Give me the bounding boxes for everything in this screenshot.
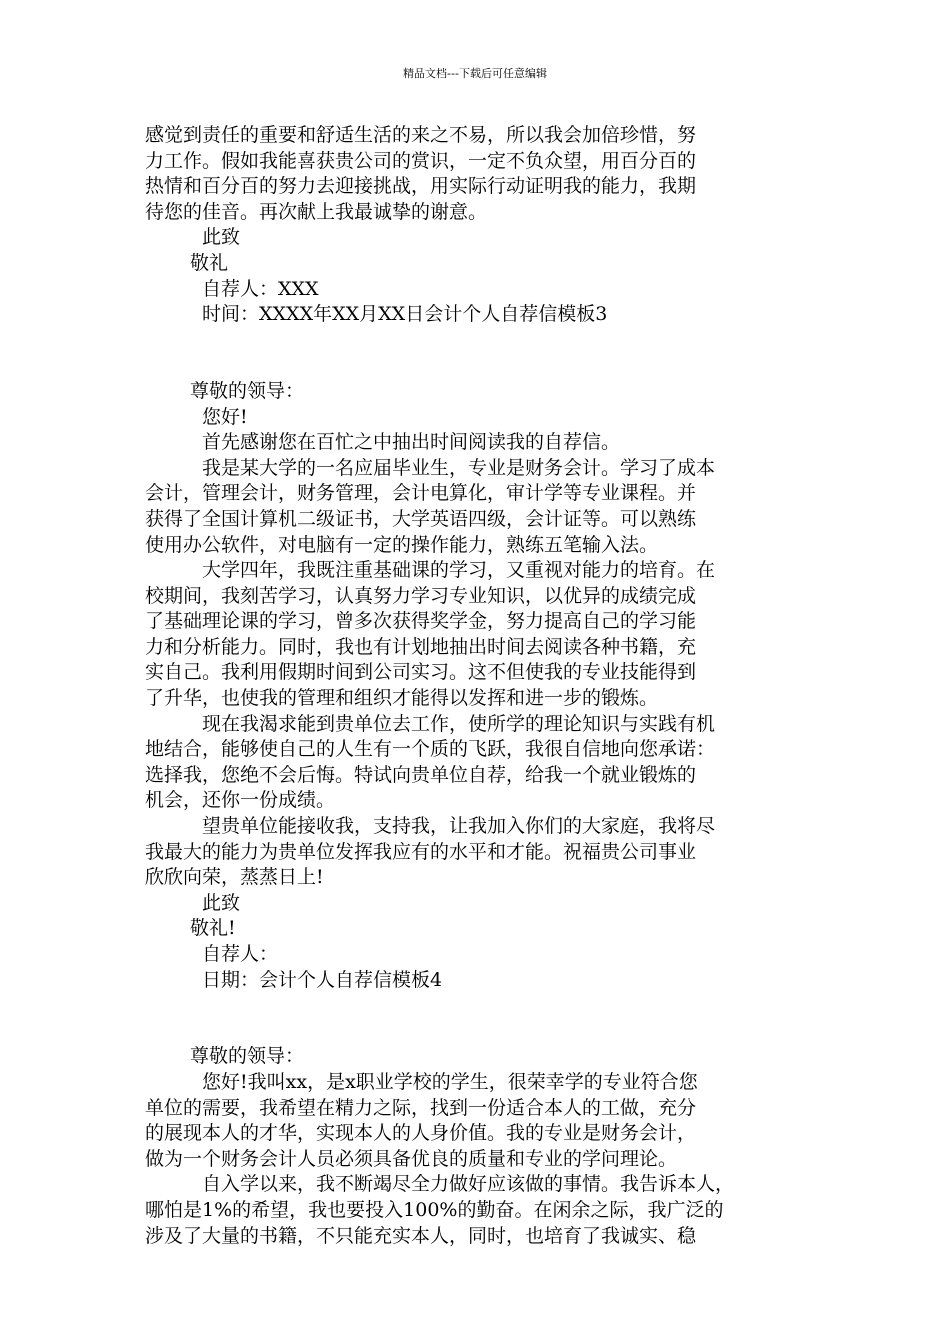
text-line: 做为一个财务会计人员必须具备优良的质量和专业的学问理论。: [145, 1147, 678, 1170]
text-line: 日期：会计个人自荐信模板4: [202, 968, 443, 991]
blank-line: [145, 1019, 825, 1045]
text-line: 地结合，能够使自己的人生有一个质的飞跃，我很自信地向您承诺：: [145, 738, 716, 761]
blank-line: [145, 993, 825, 1019]
text-line: 获得了全国计算机二级证书，大学英语四级，会计证等。可以熟练: [145, 507, 697, 530]
document-body: [145, 123, 825, 1249]
text-line: 校期间，我刻苦学习，认真努力学习专业知识，以优异的成绩完成: [145, 584, 697, 607]
text-line: 尊敬的领导：: [190, 379, 305, 402]
text-line: 敬礼: [190, 251, 229, 274]
text-line: 我是某大学的一名应届毕业生，专业是财务会计。学习了成本: [202, 456, 716, 479]
text-line: 哪怕是1%的希望，我也要投入100%的勤奋。在闲余之际，我广泛的: [145, 1198, 724, 1221]
text-line: 大学四年，我既注重基础课的学习，又重视对能力的培育。在: [202, 559, 716, 582]
text-line: 时间：XXXX年XX月XX日会计个人自荐信模板3: [202, 303, 608, 326]
text-line: 我最大的能力为贵单位发挥我应有的水平和才能。祝福贵公司事业: [145, 840, 697, 863]
page-header: 精品文档---下载后可任意编辑: [403, 67, 547, 80]
text-line: 现在我渴求能到贵单位去工作，使所学的理论知识与实践有机: [202, 712, 716, 735]
text-line: 感觉到责任的重要和舒适生活的来之不易，所以我会加倍珍惜，努: [145, 124, 697, 146]
text-line: 自荐人：XXX: [202, 277, 319, 300]
text-line: 涉及了大量的书籍，不只能充实本人，同时，也培育了我诚实、稳: [145, 1224, 697, 1247]
text-line: 的展现本人的才华，实现本人的人身价值。我的专业是财务会计，: [145, 1122, 697, 1145]
text-line: 力和分析能力。同时，我也有计划地抽出时间去阅读各种书籍，充: [145, 635, 697, 658]
text-line: 尊敬的领导：: [190, 1045, 305, 1068]
text-line: 了基础理论课的学习，曾多次获得奖学金，努力提高自己的学习能: [145, 610, 697, 633]
text-line: 自荐人：: [202, 943, 279, 965]
text-line: 您好!: [202, 405, 248, 428]
text-line: 望贵单位能接收我，支持我，让我加入你们的大家庭，我将尽: [202, 815, 716, 838]
text-line: 实自己。我利用假期时间到公司实习。这不但使我的专业技能得到: [145, 661, 697, 684]
text-line: 单位的需要，我希望在精力之际，找到一份适合本人的工做，充分: [145, 1096, 697, 1119]
text-line: 待您的佳音。再次献上我最诚挚的谢意。: [145, 200, 488, 223]
blank-line: [145, 328, 825, 354]
text-line: 此致: [202, 226, 241, 249]
blank-line: [145, 353, 825, 379]
text-line: 敬礼!: [190, 917, 236, 940]
text-line: 首先感谢您在百忙之中抽出时间阅读我的自荐信。: [202, 431, 621, 454]
text-line: 热情和百分百的努力去迎接挑战，用实际行动证明我的能力，我期: [145, 175, 697, 198]
text-line: 欣欣向荣，蒸蒸日上!: [145, 866, 324, 889]
text-line: 使用办公软件，对电脑有一定的操作能力，熟练五笔输入法。: [145, 533, 659, 556]
text-line: 选择我，您绝不会后悔。特试向贵单位自荐，给我一个就业锻炼的: [145, 763, 697, 786]
text-line: 了升华，也使我的管理和组织才能得以发挥和进一步的锻炼。: [145, 687, 659, 710]
text-line: 您好!我叫xx，是x职业学校的学生，很荣幸学的专业符合您: [202, 1070, 698, 1093]
text-line: 此致: [202, 891, 241, 914]
text-line: 机会，还你一份成绩。: [145, 789, 336, 812]
text-line: 会计，管理会计，财务管理，会计电算化，审计学等专业课程。并: [145, 482, 697, 505]
text-line: 力工作。假如我能喜获贵公司的赏识，一定不负众望，用百分百的: [145, 149, 697, 172]
text-line: 自入学以来，我不断竭尽全力做好应该做的事情。我告诉本人，: [202, 1173, 735, 1196]
